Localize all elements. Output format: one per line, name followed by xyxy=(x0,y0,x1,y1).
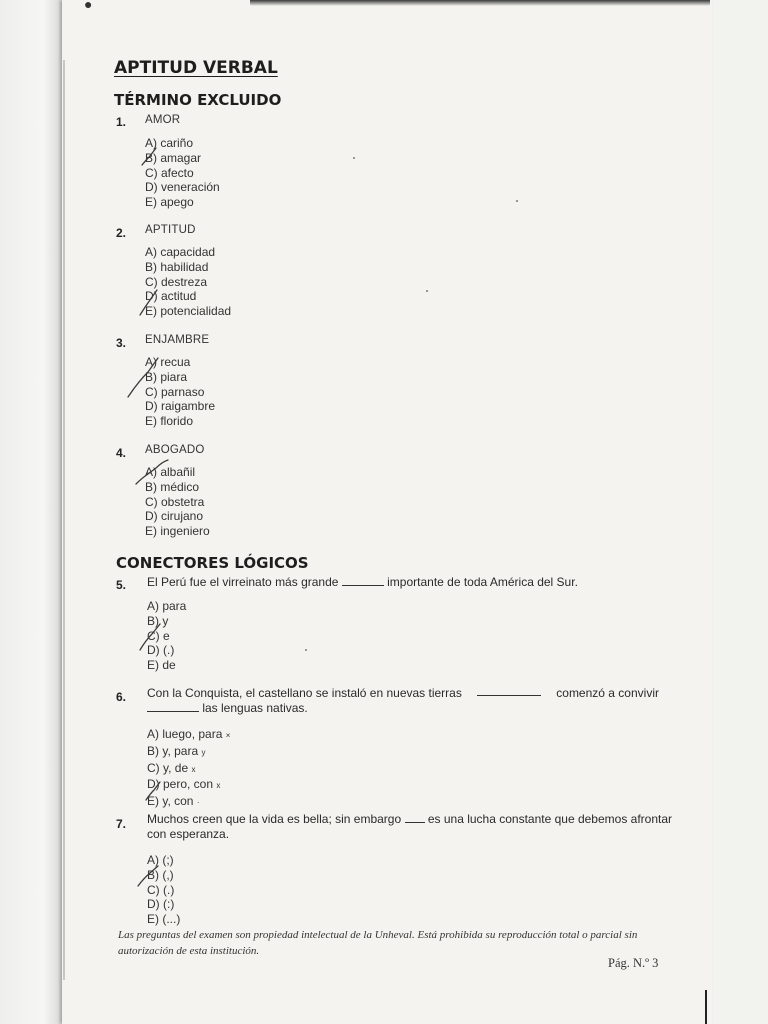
checkmark-q1 xyxy=(142,148,156,165)
question-text-part1: Con la Conquista, el castellano se instaló en nuevas tierras xyxy=(147,686,462,700)
checkmark-q6 xyxy=(146,782,160,800)
question-word: ENJAMBRE xyxy=(145,334,210,346)
question-text-before: El Perú fue el virreinato más grande xyxy=(147,575,339,589)
checkmark-q3 xyxy=(128,358,158,397)
checkmark-q4 xyxy=(136,460,168,484)
option-e[interactable]: E) (...) xyxy=(147,912,181,927)
option-d[interactable]: D) (:) xyxy=(147,897,175,912)
option-a[interactable]: A) albañil xyxy=(145,465,196,479)
option-e[interactable]: E) de xyxy=(147,658,176,673)
section-heading-termino-excluido: TÉRMINO EXCLUIDO xyxy=(114,91,282,109)
checkmark-q7 xyxy=(138,866,158,886)
pen-mark: x xyxy=(191,764,196,774)
question-text-part3: con esperanza. xyxy=(147,827,230,841)
option-d[interactable]: D) pero, con x xyxy=(147,777,221,792)
option-c[interactable]: C) obstetra xyxy=(145,494,205,509)
option-c[interactable]: C) destreza xyxy=(145,274,208,289)
pen-mark: x xyxy=(216,781,221,791)
question-text-part1: Muchos creen que la vida es bella; sin embargo xyxy=(147,812,402,826)
option-b[interactable]: B) y xyxy=(147,613,169,628)
option-d[interactable]: D) raigambre xyxy=(145,399,216,414)
option-d[interactable]: D) veneración xyxy=(145,180,220,195)
option-b[interactable]: B) (,) xyxy=(147,867,174,882)
question-number: 5. xyxy=(116,578,127,592)
pen-mark: y xyxy=(201,747,206,757)
option-a[interactable]: A) (;) xyxy=(147,853,174,867)
question-number: 1. xyxy=(116,115,127,129)
option-c[interactable]: C) e xyxy=(147,628,170,643)
question-word: ABOGADO xyxy=(145,444,205,456)
option-e[interactable]: E) apego xyxy=(145,195,194,210)
page-title: APTITUD VERBAL xyxy=(114,58,278,78)
option-e[interactable]: E) ingeniero xyxy=(145,524,210,539)
pen-mark: · xyxy=(196,798,200,808)
question-text-after: importante de toda América del Sur. xyxy=(387,575,578,589)
option-b[interactable]: B) habilidad xyxy=(145,259,209,274)
speck-mark xyxy=(305,649,307,651)
question-number: 3. xyxy=(116,336,127,350)
option-b[interactable]: B) amagar xyxy=(145,150,202,165)
option-c[interactable]: C) parnaso xyxy=(145,384,205,399)
section-heading-conectores-logicos: CONECTORES LÓGICOS xyxy=(116,554,309,572)
option-a[interactable]: A) recua xyxy=(145,355,191,369)
option-a[interactable]: A) cariño xyxy=(145,136,194,150)
option-c[interactable]: C) (.) xyxy=(147,882,175,897)
option-b[interactable]: B) médico xyxy=(145,479,200,494)
question-text-part2: comenzó a convivir xyxy=(556,686,659,700)
option-b[interactable]: B) piara xyxy=(145,369,188,384)
option-d[interactable]: D) cirujano xyxy=(145,509,204,524)
option-c[interactable]: C) y, de x xyxy=(147,760,196,775)
option-b[interactable]: B) y, para y xyxy=(147,743,206,758)
option-d[interactable]: D) (.) xyxy=(147,643,175,658)
question-number: 6. xyxy=(116,690,127,704)
copyright-notice: Las preguntas del examen son propiedad intelectual de la Unheval. Está prohibida su reproducción total o parcial sin autorización de esta institución. xyxy=(118,929,638,957)
question-word: APTITUD xyxy=(145,224,196,236)
question-number: 7. xyxy=(116,817,127,831)
option-c[interactable]: C) afecto xyxy=(145,165,194,180)
question-text-part3: las lenguas nativas. xyxy=(202,701,308,715)
option-e[interactable]: E) y, con · xyxy=(147,794,200,809)
question-number: 2. xyxy=(116,226,127,240)
pen-mark: × xyxy=(225,731,231,740)
speck-mark xyxy=(516,200,518,202)
option-a[interactable]: A) luego, para × xyxy=(147,727,231,741)
question-word: AMOR xyxy=(145,114,181,126)
checkmark-q2 xyxy=(140,290,157,315)
option-e[interactable]: E) florido xyxy=(145,414,194,429)
option-e[interactable]: E) potencialidad xyxy=(145,304,232,319)
speck-mark xyxy=(353,157,355,159)
checkmark-q5 xyxy=(140,624,160,650)
speck-mark xyxy=(426,290,428,292)
question-text-part2: es una lucha constante que debemos afrontar xyxy=(427,812,673,826)
question-number: 4. xyxy=(116,446,127,460)
page-number: Pág. N.º 3 xyxy=(608,956,659,970)
option-a[interactable]: A) capacidad xyxy=(145,245,216,259)
option-d[interactable]: D) actitud xyxy=(145,289,197,304)
corner-mark-icon: ● xyxy=(84,0,93,12)
option-a[interactable]: A) para xyxy=(147,599,187,613)
